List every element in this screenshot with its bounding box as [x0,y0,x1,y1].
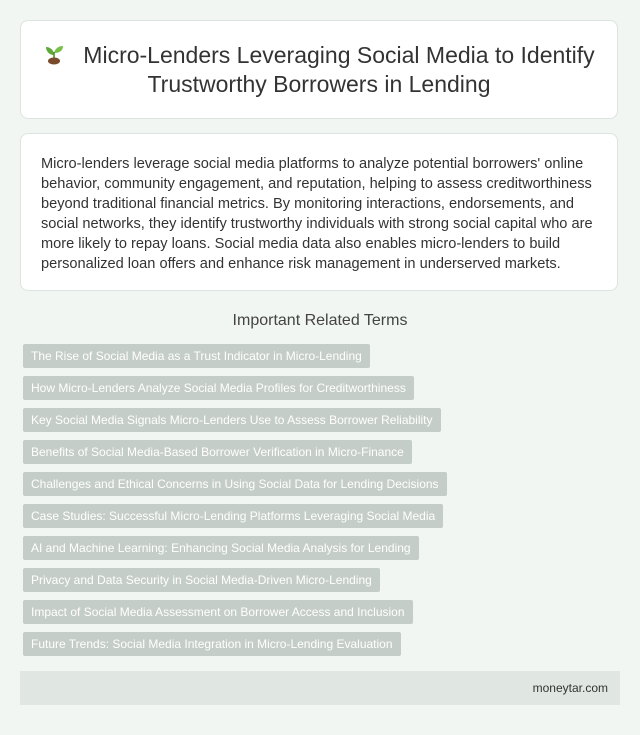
related-term-link[interactable]: Privacy and Data Security in Social Media-Driven Micro-Lending [23,568,380,592]
related-term-link[interactable]: AI and Machine Learning: Enhancing Social Media Analysis for Lending [23,536,419,560]
footer-site[interactable]: moneytar.com [532,681,608,695]
footer [20,671,620,705]
related-term-link[interactable]: Impact of Social Media Assessment on Borrower Access and Inclusion [23,600,413,624]
related-term-link[interactable]: The Rise of Social Media as a Trust Indicator in Micro-Lending [23,344,370,368]
related-term-link[interactable]: Challenges and Ethical Concerns in Using Social Data for Lending Decisions [23,472,447,496]
related-terms-heading: Important Related Terms [232,312,408,329]
related-term-link[interactable]: Benefits of Social Media-Based Borrower Verification in Micro-Finance [23,440,412,464]
sprout-icon [43,43,65,65]
title-card [20,20,618,119]
related-term-link[interactable]: Future Trends: Social Media Integration in Micro-Lending Evaluation [23,632,401,656]
page-title [21,41,617,99]
related-term-link[interactable]: Key Social Media Signals Micro-Lenders Use to Assess Borrower Reliability [23,408,441,432]
intro-paragraph: Micro-lenders leverage social media platforms to analyze potential borrowers' online behavior, community engagement, and reputation, helping to assess creditworthiness beyond traditional financial metrics. By monitoring interactions, endorsements, and social networks, they identify trustworthy individuals with strong social capital who are more likely to repay loans. Social media data also enables micro-lenders to build personalized loan offers and enhance risk management in underserved markets. [41,156,593,272]
page-title-text: Micro-Lenders Leveraging Social Media to Identify Trustworthy Borrowers in Lending [83,41,595,97]
related-term-link[interactable]: How Micro-Lenders Analyze Social Media Profiles for Creditworthiness [23,376,414,400]
intro-card [20,133,618,291]
related-terms-list [23,344,623,664]
related-term-link[interactable]: Case Studies: Successful Micro-Lending Platforms Leveraging Social Media [23,504,443,528]
